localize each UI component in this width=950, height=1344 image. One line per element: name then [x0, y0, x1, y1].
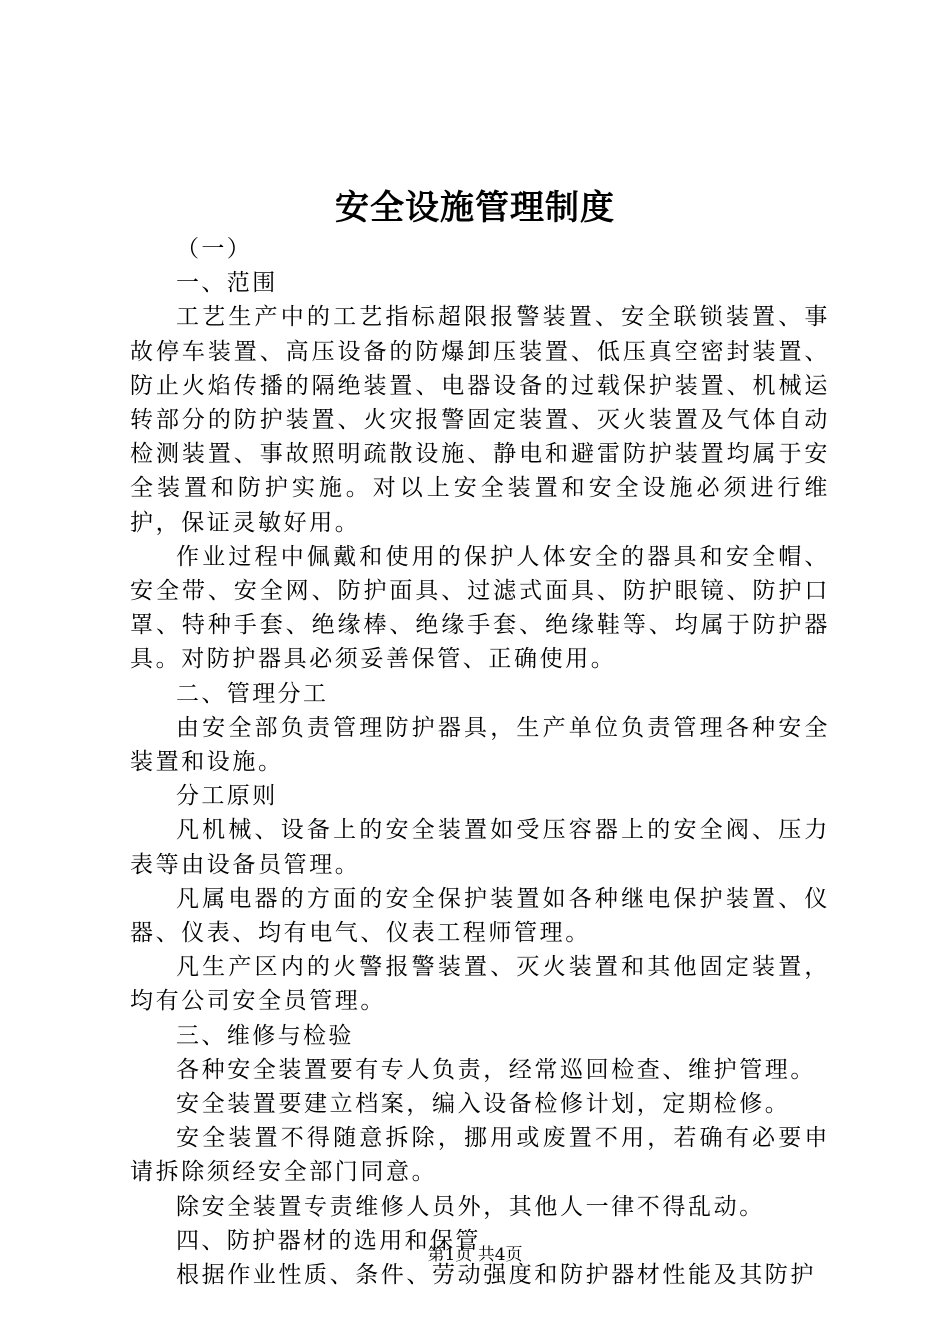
section-heading-scope: 一、范围 — [176, 270, 278, 297]
section-heading-maintenance: 三、维修与检验 — [176, 1022, 354, 1049]
paragraph-selection: 根据作业性质、条件、劳动强度和防护器材性能及其防护 — [176, 1262, 816, 1289]
paragraph-no-tampering: 除安全装置专责维修人员外，其他人一律不得乱动。 — [176, 1193, 765, 1220]
paragraph-responsibility: 由安全部负责管理防护器具，生产单位负责管理各种安全装置和设施。 — [130, 714, 830, 776]
paragraph-archive: 安全装置要建立档案，编入设备检修计划，定期检修。 — [176, 1091, 791, 1118]
paragraph-fire-alarm: 凡生产区内的火警报警装置、灭火装置和其他固定装置，均有公司安全员管理。 — [130, 954, 830, 1015]
paragraph-protective-equipment: 作业过程中佩戴和使用的保护人体安全的器具和安全帽、安全带、安全网、防护面具、过滤式面具、防护眼镜、防护口罩、特种手套、绝缘棒、绝缘手套、绝缘鞋等、均属于防护器具。对防护器具必须妥善保管、正确使用。 — [130, 543, 830, 673]
document-title: 安全设施管理制度 — [335, 188, 615, 228]
document-body — [130, 232, 830, 1292]
section-heading-division: 二、管理分工 — [176, 680, 329, 707]
section-marker: （一） — [176, 236, 253, 262]
paragraph-safety-devices: 工艺生产中的工艺指标超限报警装置、安全联锁装置、事故停车装置、高压设备的防爆卸压装置、低压真空密封装置、防止火焰传播的隔绝装置、电器设备的过载保护装置、机械运转部分的防护装置、火灾报警固定装置、灭火装置及气体自动检测装置、事故照明疏散设施、静电和避雷防护装置均属于安全装置和防护实施。对以上安全装置和安全设施必须进行维护，保证灵敏好用。 — [130, 304, 830, 536]
paragraph-removal: 安全装置不得随意拆除，挪用或废置不用，若确有必要申请拆除须经安全部门同意。 — [130, 1125, 830, 1186]
paragraph-mechanical: 凡机械、设备上的安全装置如受压容器上的安全阀、压力表等由设备员管理。 — [130, 817, 830, 878]
paragraph-electrical: 凡属电器的方面的安全保护装置如各种继电保护装置、仪器、仪表、均有电气、仪表工程师管理。 — [130, 885, 830, 947]
subheading-principles: 分工原则 — [176, 783, 278, 810]
page-footer: 第1页 共4页 — [427, 1245, 523, 1265]
paragraph-inspection: 各种安全装置要有专人负责，经常巡回检查、维护管理。 — [176, 1056, 816, 1083]
section-heading-equipment: 四、防护器材的选用和保管 — [176, 1227, 481, 1254]
